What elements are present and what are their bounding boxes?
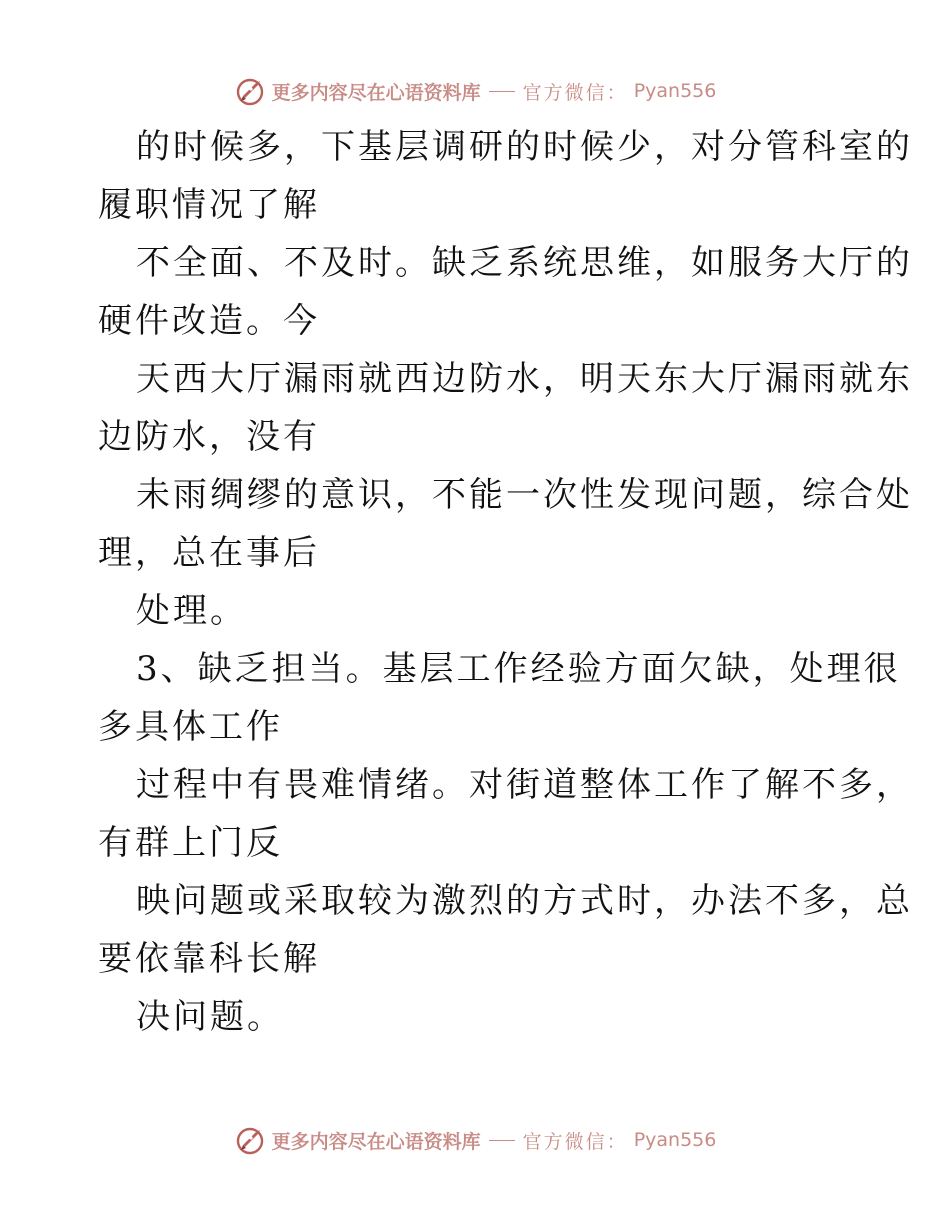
body-line: 多具体工作 bbox=[98, 707, 283, 747]
body-line: 3、缺乏担当。基层工作经验方面欠缺，处理很 bbox=[136, 649, 901, 689]
footer-watermark bbox=[0, 1120, 950, 1160]
watermark-wechat-id: Pyan556 bbox=[633, 80, 717, 102]
body-line: 不全面、不及时。缺乏系统思维，如服务大厅的 bbox=[136, 243, 913, 283]
body-line: 过程中有畏难情绪。对街道整体工作了解不多， bbox=[136, 765, 913, 805]
watermark-dash bbox=[489, 1140, 515, 1141]
pen-nib-logo-icon bbox=[234, 75, 266, 107]
watermark-wechat-id: Pyan556 bbox=[633, 1129, 717, 1151]
pen-nib-logo-icon bbox=[234, 1124, 266, 1156]
header-watermark bbox=[0, 71, 950, 111]
body-line: 未雨绸缪的意识，不能一次性发现问题，综合处 bbox=[136, 475, 913, 515]
body-line: 履职情况了解 bbox=[98, 185, 320, 225]
watermark-site-text: 更多内容尽在心语资料库 bbox=[271, 1130, 481, 1153]
body-line: 有群上门反 bbox=[98, 823, 283, 863]
body-line: 硬件改造。今 bbox=[98, 301, 320, 341]
body-line: 映问题或采取较为激烈的方式时，办法不多，总 bbox=[136, 881, 913, 921]
body-line: 的时候多，下基层调研的时候少，对分管科室的 bbox=[136, 127, 913, 167]
body-line: 天西大厅漏雨就西边防水，明天东大厅漏雨就东 bbox=[136, 359, 913, 399]
body-line: 处理。 bbox=[136, 591, 247, 631]
watermark-dash bbox=[489, 91, 515, 92]
body-line: 理，总在事后 bbox=[98, 533, 320, 573]
watermark-site-text: 更多内容尽在心语资料库 bbox=[271, 81, 481, 104]
document-body bbox=[98, 118, 913, 1046]
body-line: 决问题。 bbox=[136, 997, 284, 1037]
watermark-official-label: 官方微信： bbox=[522, 81, 628, 104]
body-line: 要依靠科长解 bbox=[98, 939, 320, 979]
watermark-official-label: 官方微信： bbox=[522, 1130, 628, 1153]
body-line: 边防水，没有 bbox=[98, 417, 320, 457]
